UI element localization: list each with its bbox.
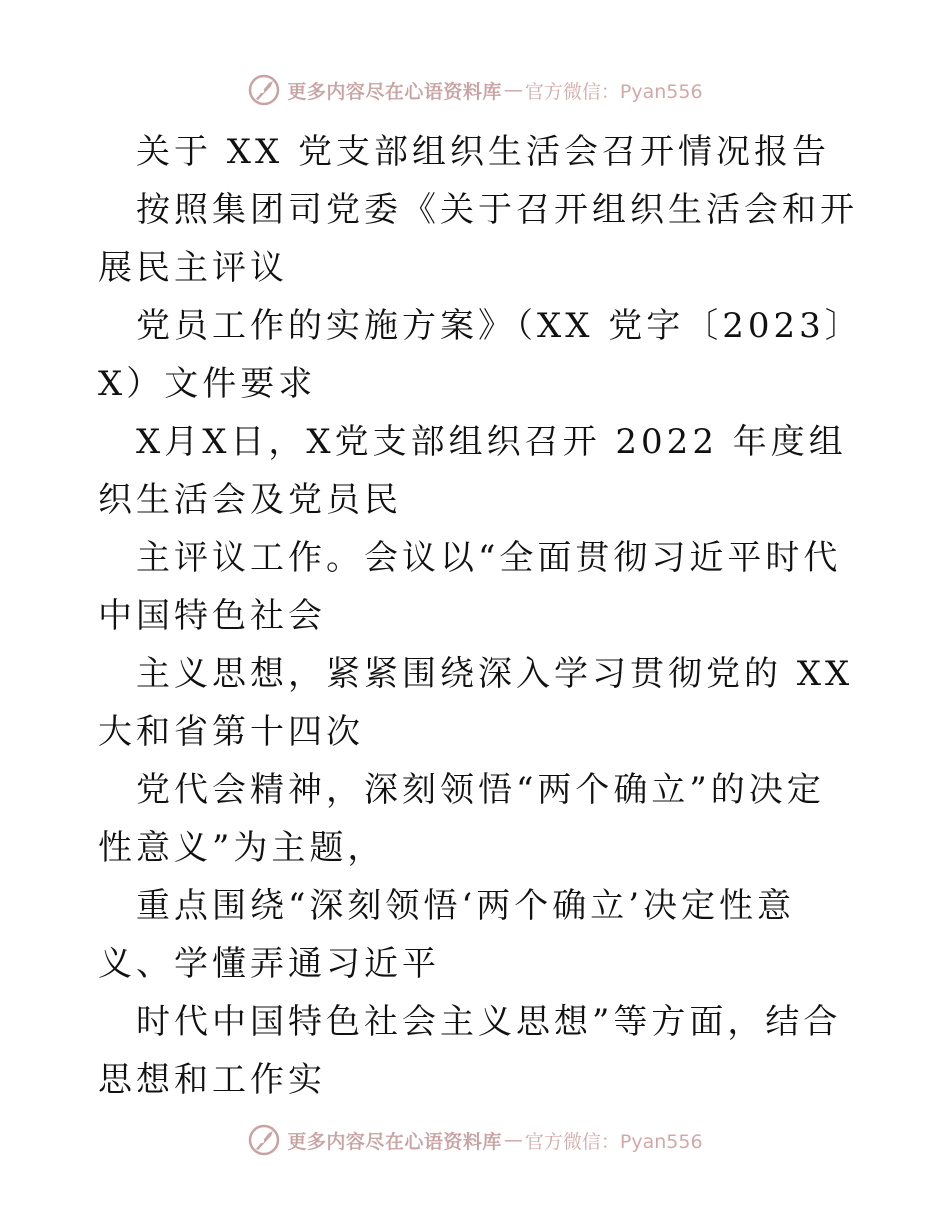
paragraph: 时代中国特色社会主义思想”等方面，结合思想和工作实	[98, 1002, 842, 1100]
paragraph: 党代会精神，深刻领悟“两个确立”的决定性意义”为主题，	[98, 770, 825, 868]
paragraph: 重点围绕“深刻领悟‘两个确立’决定性意义、学懂弄通习近平	[98, 886, 795, 984]
quill-pen-logo-icon	[247, 1123, 281, 1157]
paragraph: 按照集团司党委《关于召开组织生活会和开展民主评议	[98, 190, 858, 288]
watermark-separator: —	[503, 1129, 523, 1151]
footer-watermark-banner	[0, 1120, 950, 1160]
watermark-promo-text: 更多内容尽在心语资料库	[287, 80, 502, 103]
paragraph: 主评议工作。会议以“全面贯彻习近平时代中国特色社会	[98, 538, 842, 636]
document-body	[98, 123, 858, 1109]
watermark-promo-text: 更多内容尽在心语资料库	[287, 1130, 502, 1153]
header-watermark-banner	[0, 70, 950, 110]
paragraph: 党员工作的实施方案》（XX 党字〔2023〕X）文件要求	[98, 306, 846, 404]
watermark-contact-text: 官方微信：Pyan556	[524, 1130, 703, 1153]
document-title: 关于 XX 党支部组织生活会召开情况报告	[136, 132, 831, 172]
watermark-separator: —	[503, 79, 523, 101]
watermark-contact-text: 官方微信：Pyan556	[524, 80, 703, 103]
paragraph: X月X日，X党支部组织召开 2022 年度组织生活会及党员民	[98, 422, 847, 520]
paragraph: 主义思想，紧紧围绕深入学习贯彻党的 XX 大和省第十四次	[98, 654, 854, 752]
quill-pen-logo-icon	[247, 73, 281, 107]
